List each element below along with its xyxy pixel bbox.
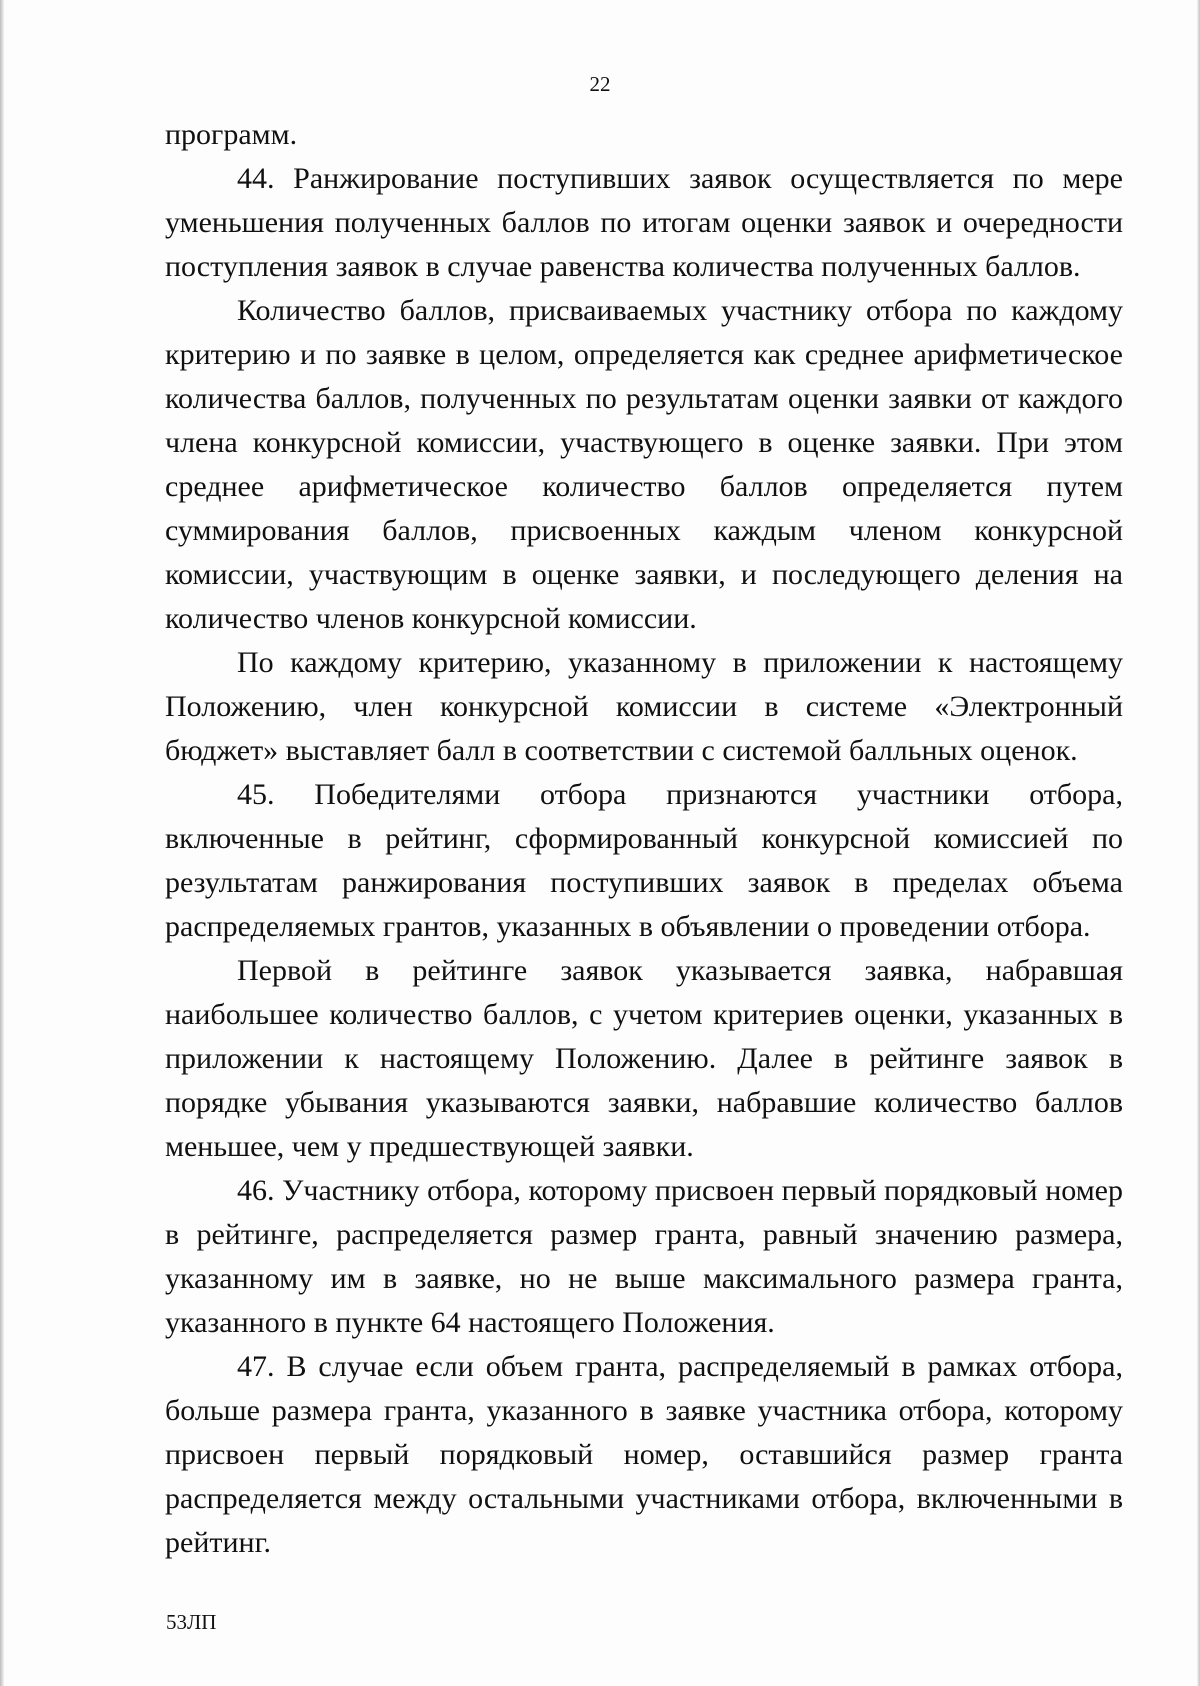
- scan-edge-left: [0, 0, 4, 1686]
- page-number: 22: [589, 72, 611, 96]
- paragraph-44-score-calculation: Количество баллов, присваиваемых участнику отбора по каждому критерию и по заявке в целом, определяется как среднее арифметическое количества баллов, полученных по результатам оценки заявки от каждого члена конкурсной комиссии, участвующего в оценке заявки. При этом среднее арифметическое количество баллов определяется путем суммирования баллов, присвоенных каждым членом конкурсной комиссии, участвующим в оценке заявки, и последующего деления на количество членов конкурсной комиссии.: [165, 294, 1123, 635]
- footer-document-code: 53ЛП: [166, 1610, 217, 1634]
- paragraph-46: 46. Участнику отбора, которому присвоен первый порядковый номер в рейтинге, распределяется размер гранта, равный значению размера, указанному им в заявке, но не выше максимального размера гранта, указанного в пункте 64 настоящего Положения.: [165, 1174, 1123, 1339]
- paragraph-45-rating-order: Первой в рейтинге заявок указывается заявка, набравшая наибольшее количество баллов, с учетом критериев оценки, указанных в приложении к настоящему Положению. Далее в рейтинге заявок в порядке убывания указываются заявки, набравшие количество баллов меньшее, чем у предшествующей заявки.: [165, 954, 1123, 1163]
- paragraph-45: 45. Победителями отбора признаются участники отбора, включенные в рейтинг, сформированный конкурсной комиссией по результатам ранжирования поступивших заявок в пределах объема распределяемых грантов, указанных в объявлении о проведении отбора.: [165, 778, 1123, 943]
- document-body: [165, 113, 1123, 1565]
- paragraph-47: 47. В случае если объем гранта, распределяемый в рамках отбора, больше размера гранта, указанного в заявке участника отбора, которому присвоен первый порядковый номер, оставшийся размер гранта распределяется между остальными участниками отбора, включенными в рейтинг.: [165, 1350, 1123, 1559]
- paragraph-44-criteria-scoring: По каждому критерию, указанному в приложении к настоящему Положению, член конкурсной комиссии в системе «Электронный бюджет» выставляет балл в соответствии с системой балльных оценок.: [165, 646, 1123, 767]
- paragraph-continuation: программ.: [165, 118, 298, 151]
- paragraph-44: 44. Ранжирование поступивших заявок осуществляется по мере уменьшения полученных баллов по итогам оценки заявок и очередности поступления заявок в случае равенства количества полученных баллов.: [165, 162, 1123, 283]
